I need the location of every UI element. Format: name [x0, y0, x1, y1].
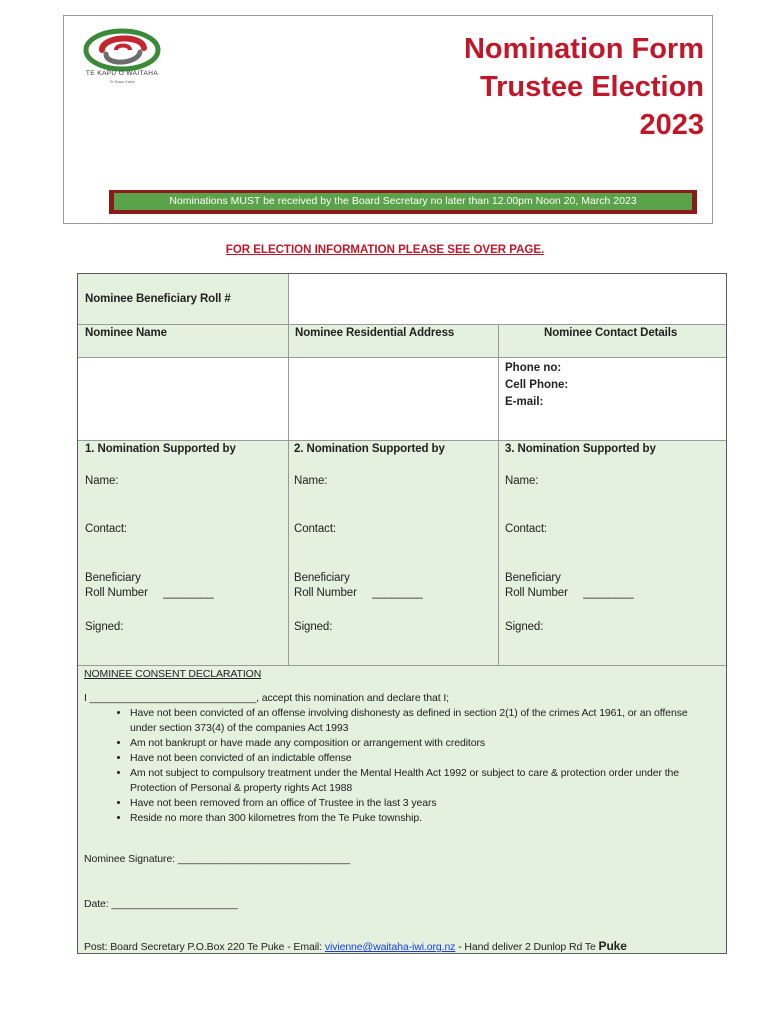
page-title — [464, 30, 704, 144]
roll-label: Nominee Beneficiary Roll # — [85, 293, 231, 305]
supporter-2-contact[interactable]: Contact: — [294, 523, 337, 535]
consent-item: • Reside no more than 300 kilometres from the Te Puke township. — [130, 811, 714, 826]
supporter-1-roll-a: Beneficiary — [85, 572, 141, 584]
consent-title: NOMINEE CONSENT DECLARATION — [84, 668, 262, 680]
consent-item: • Am not bankrupt or have made any composition or arrangement with creditors — [130, 736, 714, 751]
nominee-name-field[interactable] — [78, 357, 288, 440]
supporter-3-roll-a: Beneficiary — [505, 572, 561, 584]
title-line-3: 2023 — [639, 109, 704, 141]
post-end: Puke — [598, 939, 627, 953]
supporter-2-roll-a: Beneficiary — [294, 572, 350, 584]
nominee-name-label: Nominee Name — [85, 327, 167, 339]
supporter-2-roll-b[interactable]: Roll Number ________ — [294, 587, 423, 599]
date-line[interactable]: Date: ______________________ — [84, 898, 238, 910]
post-prefix: Post: Board Secretary P.O.Box 220 Te Puke - Email: — [84, 941, 325, 953]
supporter-1-signed[interactable]: Signed: — [85, 621, 124, 633]
supporter-3-contact[interactable]: Contact: — [505, 523, 548, 535]
nominee-address-label: Nominee Residential Address — [295, 327, 455, 339]
supporter-2-signed[interactable]: Signed: — [294, 621, 333, 633]
supporter-1-roll-b[interactable]: Roll Number ________ — [85, 587, 214, 599]
consent-item: • Have not been removed from an office of Trustee in the last 3 years — [130, 796, 714, 811]
consent-intro[interactable]: I _____________________________, accept this nomination and declare that I; — [84, 692, 449, 704]
supporter-1-heading: 1. Nomination Supported by — [85, 443, 236, 455]
consent-item: • Am not subject to compulsory treatment under the Mental Health Act 1992 or subject to care & protection order under the Protection of Personal & property rights Act 1988 — [130, 766, 714, 796]
email-link[interactable]: vivienne@waitaha-iwi.org.nz — [324, 941, 456, 953]
post-suffix: - Hand deliver 2 Dunlop Rd Te — [455, 941, 599, 953]
form-header — [63, 15, 713, 224]
nominee-signature-line[interactable]: Nominee Signature: ______________________________ — [84, 853, 351, 865]
row-divider — [78, 324, 726, 325]
election-info-note: FOR ELECTION INFORMATION PLEASE SEE OVER PAGE. — [225, 244, 545, 256]
post-instructions — [84, 939, 627, 953]
column-divider — [288, 274, 289, 665]
supporter-1-contact[interactable]: Contact: — [85, 523, 128, 535]
row-divider — [78, 440, 726, 441]
supporter-1-name[interactable]: Name: — [85, 475, 119, 487]
nominee-address-field[interactable] — [288, 357, 498, 440]
logo-subtitle: Te Kapu Kaha — [109, 79, 135, 84]
supporter-2-heading: 2. Nomination Supported by — [294, 443, 445, 455]
deadline-banner — [109, 190, 697, 214]
consent-list — [84, 706, 714, 826]
title-line-2: Trustee Election — [479, 71, 704, 103]
title-line-1: Nomination Form — [463, 33, 704, 65]
supporter-3-name[interactable]: Name: — [505, 475, 539, 487]
consent-item: • Have not been convicted of an indictable offense — [130, 751, 714, 766]
logo-name: TE KAPU O WAITAHA — [85, 70, 159, 77]
supporter-2-name[interactable]: Name: — [294, 475, 328, 487]
consent-item: • Have not been convicted of an offense involving dishonesty as defined in section 2(1) of the crimes Act 1961, or an offense under section 373(4) of the companies Act 1993 — [130, 706, 714, 736]
row-divider — [78, 665, 726, 666]
nomination-table — [77, 273, 727, 954]
deadline-notice: Nominations MUST be received by the Board Secretary no later than 12.00pm Noon 20, March 2023 — [114, 193, 692, 210]
supporter-3-roll-b[interactable]: Roll Number ________ — [505, 587, 634, 599]
cell-phone-label: Cell Phone: — [505, 379, 569, 391]
supporter-3-heading: 3. Nomination Supported by — [505, 443, 656, 455]
consent-declaration — [84, 668, 714, 826]
roll-number-field[interactable] — [288, 274, 726, 324]
contact-fields — [505, 360, 568, 411]
phone-label: Phone no: — [505, 362, 562, 374]
nominee-contact-label: Nominee Contact Details — [544, 327, 678, 339]
supporter-3-signed[interactable]: Signed: — [505, 621, 544, 633]
email-label: E-mail: — [505, 396, 544, 408]
row-divider — [78, 357, 726, 358]
column-divider — [498, 324, 499, 665]
